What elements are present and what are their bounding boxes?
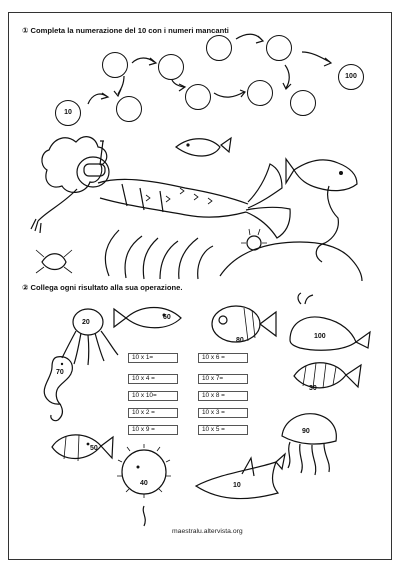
- operation-box[interactable]: 10 x 1=: [128, 353, 178, 363]
- result-value: 90: [302, 428, 310, 435]
- whale-icon: [290, 293, 370, 350]
- operation-box[interactable]: 10 x 4 =: [128, 374, 178, 384]
- result-value: 50: [90, 445, 98, 452]
- operation-box[interactable]: 10 x 5 =: [198, 425, 248, 435]
- result-value: 70: [56, 369, 64, 376]
- number-start: 10: [64, 109, 72, 116]
- footer-url[interactable]: maestralu.altervista.org: [172, 528, 243, 535]
- jellyfish-icon: [282, 414, 336, 475]
- exercise1-title: ① Completa la numerazione del 10 con i numeri mancanti: [22, 26, 229, 35]
- dolphin-icon: [196, 454, 285, 499]
- result-value: 40: [140, 480, 148, 487]
- operation-box[interactable]: 10 x 8 =: [198, 391, 248, 401]
- clownfish-icon: [52, 435, 113, 461]
- round-fish-icon: [212, 306, 276, 342]
- result-value: 100: [314, 333, 326, 340]
- number-end: 100: [345, 73, 357, 80]
- result-value: 60: [163, 314, 171, 321]
- result-value: 30: [309, 385, 317, 392]
- result-value: 20: [82, 319, 90, 326]
- operation-box[interactable]: 10 x 6 =: [198, 353, 248, 363]
- result-value: 10: [233, 482, 241, 489]
- operation-box[interactable]: 10 x 2 =: [128, 408, 178, 418]
- operation-box[interactable]: 10 x 9 =: [128, 425, 178, 435]
- octopus-icon: [62, 309, 118, 365]
- seahorse-icon: [44, 357, 72, 421]
- result-value: 80: [236, 337, 244, 344]
- exercise2-title: ② Collega ogni risultato alla sua operazione.: [22, 283, 183, 292]
- operation-box[interactable]: 10 x 3 =: [198, 408, 248, 418]
- striped-fish-icon: [294, 363, 361, 388]
- operation-box[interactable]: 10 x 10=: [128, 391, 178, 401]
- operation-box[interactable]: 10 x 7=: [198, 374, 248, 384]
